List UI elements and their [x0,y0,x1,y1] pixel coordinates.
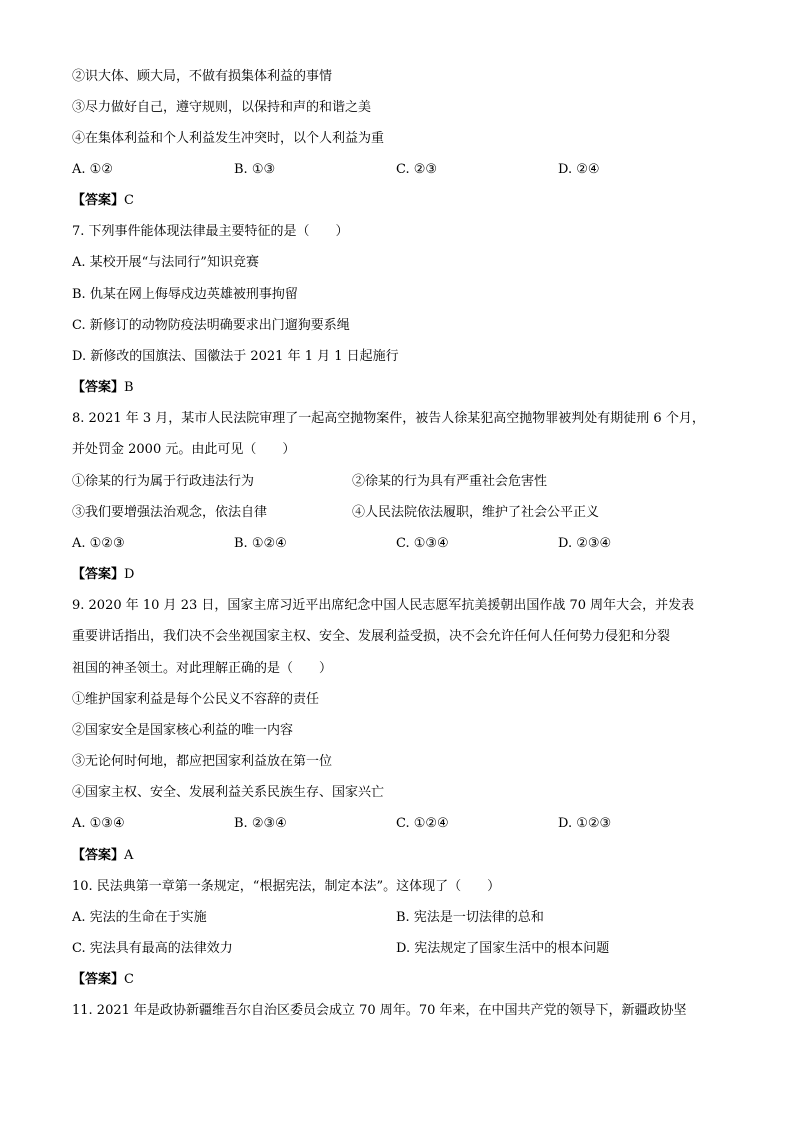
q8-item-4: ④人民法院依法履职，维护了社会公平正义 [352,505,600,520]
q11-stem-line-1: 11. 2021 年是政协新疆维吾尔自治区委员会成立 70 周年。70 年来，在中国共产党的领导下，新疆政协坚 [72,1003,687,1018]
q6-option-b: B. ①③ [234,162,276,177]
q9-option-b: B. ②③④ [234,816,287,831]
q9-option-a: A. ①③④ [72,816,125,831]
q6-answer [72,192,134,210]
q9-item-1: ①维护国家利益是每个公民义不容辞的责任 [72,692,320,707]
q9-item-4: ④国家主权、安全、发展利益关系民族生存、国家兴亡 [72,785,385,800]
q10-option-b: B. 宪法是一切法律的总和 [396,910,544,925]
q8-item-1: ①徐某的行为属于行政违法行为 [72,474,255,489]
q6-item-3: ③尽力做好自己，遵守规则，以保持和声的和谐之美 [72,100,372,115]
q10-stem: 10. 民法典第一章第一条规定，“根据宪法，制定本法”。这体现了（ ） [72,879,501,894]
q8-option-d: D. ②③④ [558,536,612,551]
q7-option-c: C. 新修订的动物防疫法明确要求出门遛狗要系绳 [72,318,350,333]
q9-stem-line-2: 重要讲话指出，我们决不会坐视国家主权、安全、发展利益受损，决不会允许任何人任何势力侵犯和分裂 [72,629,671,644]
q9-option-d: D. ①②③ [558,816,612,831]
q6-option-c: C. ②③ [396,162,438,177]
answer-value: B [124,380,134,395]
q7-answer [72,379,134,397]
q8-stem-line-1: 8. 2021 年 3 月，某市人民法院审理了一起高空抛物案件，被告人徐某犯高空抛物罪被判处有期徒刑 6 个月， [72,411,705,426]
q8-answer [72,566,134,584]
q6-item-4: ④在集体利益和个人利益发生冲突时，以个人利益为重 [72,131,385,146]
q10-answer [72,971,134,989]
answer-label: 【答案】 [72,972,125,987]
q6-item-2: ②识大体、顾大局，不做有损集体利益的事情 [72,69,333,84]
q9-stem-line-3: 祖国的神圣领土。对此理解正确的是（ ） [72,661,333,676]
q7-stem: 7. 下列事件能体现法律最主要特征的是（ ） [72,224,349,239]
q8-item-3: ③我们要增强法治观念，依法自律 [72,505,268,520]
answer-label: 【答案】 [72,567,125,582]
q8-option-a: A. ①②③ [72,536,125,551]
q7-option-b: B. 仇某在网上侮辱戍边英雄被刑事拘留 [72,287,298,302]
answer-value: A [124,848,134,863]
q9-item-2: ②国家安全是国家核心利益的唯一内容 [72,723,294,738]
q8-item-2: ②徐某的行为具有严重社会危害性 [352,474,548,489]
answer-label: 【答案】 [72,193,125,208]
q9-answer [72,847,133,865]
q6-option-d: D. ②④ [558,162,600,177]
q9-stem-line-1: 9. 2020 年 10 月 23 日，国家主席习近平出席纪念中国人民志愿军抗美援朝出国作战 70 周年大会，并发表 [72,598,695,613]
q10-option-d: D. 宪法规定了国家生活中的根本问题 [396,941,610,956]
answer-value: C [124,193,134,208]
q9-item-3: ③无论何时何地，都应把国家利益放在第一位 [72,754,333,769]
answer-label: 【答案】 [72,380,125,395]
q8-option-b: B. ①②④ [234,536,287,551]
q8-option-c: C. ①③④ [396,536,449,551]
answer-value: C [124,972,134,987]
q10-option-c: C. 宪法具有最高的法律效力 [72,941,233,956]
answer-label: 【答案】 [72,848,125,863]
q7-option-a: A. 某校开展“与法同行”知识竞赛 [72,255,259,270]
q10-option-a: A. 宪法的生命在于实施 [72,910,207,925]
q9-option-c: C. ①②④ [396,816,449,831]
answer-value: D [124,567,135,582]
q6-option-a: A. ①② [72,162,113,177]
q8-stem-line-2: 并处罚金 2000 元。由此可见（ ） [72,442,296,457]
q7-option-d: D. 新修改的国旗法、国徽法于 2021 年 1 月 1 日起施行 [72,349,399,364]
